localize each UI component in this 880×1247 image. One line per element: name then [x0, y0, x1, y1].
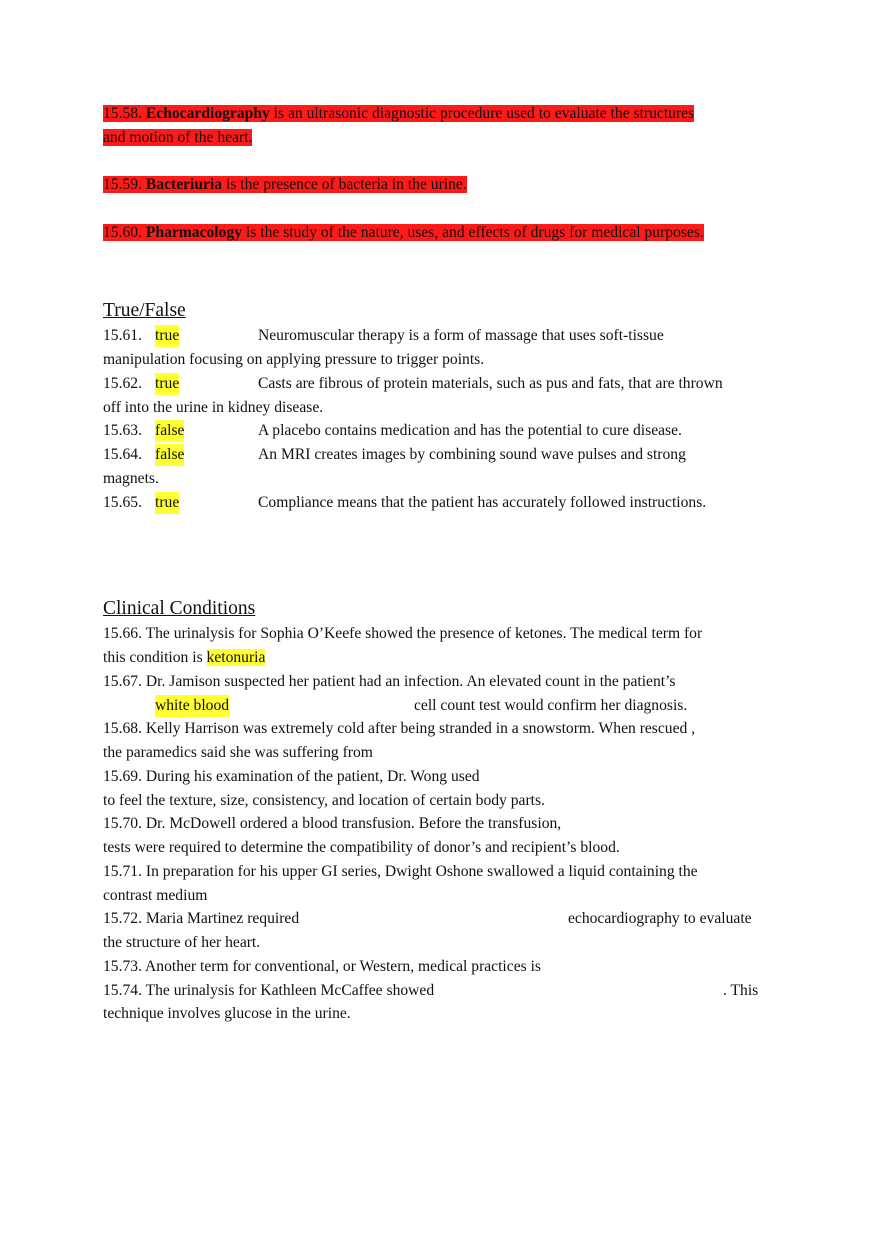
- question-15-66-line2: [103, 647, 265, 669]
- question-15-69-line1: 15.69. During his examination of the patient, Dr. Wong used: [103, 768, 480, 785]
- tf-item-15-64: [103, 444, 686, 466]
- question-15-67-line1: 15.67. Dr. Jamison suspected her patient had an infection. An elevated count in the patient’s: [103, 673, 676, 690]
- item-number: 15.58.: [103, 105, 142, 122]
- tf-statement: Neuromuscular therapy is a form of massage that uses soft-tissue: [258, 327, 664, 344]
- tf-statement: Compliance means that the patient has accurately followed instructions.: [258, 494, 707, 511]
- definition-15-60: [103, 222, 704, 244]
- definition-text: and motion of the heart.: [103, 129, 253, 146]
- definition-15-59: [103, 174, 467, 196]
- question-15-72-line1: [103, 908, 752, 930]
- tf-item-15-65: [103, 492, 707, 514]
- tf-item-15-63: [103, 420, 682, 442]
- question-15-70-line1: 15.70. Dr. McDowell ordered a blood transfusion. Before the transfusion,: [103, 815, 562, 832]
- question-15-73-line1: 15.73. Another term for conventional, or Western, medical practices is: [103, 958, 541, 975]
- item-number: 15.60.: [103, 224, 142, 241]
- tf-statement: An MRI creates images by combining sound wave pulses and strong: [258, 446, 686, 463]
- tf-answer: true: [155, 373, 179, 395]
- definition-text: is the presence of bacteria in the urine.: [222, 176, 467, 193]
- item-number: 15.64.: [103, 446, 142, 463]
- tf-answer: true: [155, 325, 179, 347]
- question-15-71-line1: 15.71. In preparation for his upper GI series, Dwight Oshone swallowed a liquid containing the: [103, 863, 698, 880]
- question-15-72-line2: the structure of her heart.: [103, 934, 261, 951]
- item-number: 15.61.: [103, 327, 142, 344]
- term: Bacteriuria: [145, 176, 223, 193]
- answer-highlight: ketonuria: [206, 649, 266, 666]
- tf-item-15-62: [103, 373, 723, 395]
- section-heading-clinical-conditions: Clinical Conditions: [103, 598, 256, 619]
- tf-item-15-61: [103, 325, 664, 347]
- definition-text: is the study of the nature, uses, and effects of drugs for medical purposes.: [242, 224, 704, 241]
- question-text: this condition is: [103, 649, 207, 666]
- question-text: 15.72. Maria Martinez required: [103, 910, 300, 927]
- tf-item-15-61-cont: manipulation focusing on applying pressure to trigger points.: [103, 351, 485, 368]
- tf-item-15-64-cont: magnets.: [103, 470, 159, 487]
- tf-answer: false: [155, 420, 184, 442]
- question-15-74-line2: technique involves glucose in the urine.: [103, 1005, 351, 1022]
- question-15-68-line2: the paramedics said she was suffering from: [103, 744, 373, 761]
- answer-highlight: white blood: [155, 695, 229, 717]
- question-15-66-line1: 15.66. The urinalysis for Sophia O’Keefe showed the presence of ketones. The medical term for: [103, 625, 703, 642]
- term: Pharmacology: [145, 224, 243, 241]
- question-15-71-line2: contrast medium: [103, 887, 208, 904]
- definition-15-58-line1: [103, 103, 694, 125]
- definition-15-58-line2: [103, 127, 252, 149]
- tf-statement: Casts are fibrous of protein materials, such as pus and fats, that are thrown: [258, 375, 723, 392]
- term: Echocardiography: [145, 105, 270, 122]
- question-15-70-line2: tests were required to determine the compatibility of donor’s and recipient’s blood.: [103, 839, 620, 856]
- question-text: . This: [723, 982, 759, 999]
- tf-answer: false: [155, 444, 184, 466]
- item-number: 15.62.: [103, 375, 142, 392]
- item-number: 15.65.: [103, 494, 142, 511]
- question-text: 15.74. The urinalysis for Kathleen McCaffee showed: [103, 982, 435, 999]
- definition-text: is an ultrasonic diagnostic procedure used to evaluate the structures: [269, 105, 695, 122]
- item-number: 15.63.: [103, 422, 142, 439]
- question-15-68-line1: 15.68. Kelly Harrison was extremely cold after being stranded in a snowstorm. When rescued ,: [103, 720, 696, 737]
- tf-statement: A placebo contains medication and has the potential to cure disease.: [258, 422, 682, 439]
- tf-item-15-62-cont: off into the urine in kidney disease.: [103, 399, 324, 416]
- item-number: 15.59.: [103, 176, 142, 193]
- question-15-74-line1: [103, 980, 759, 1002]
- question-text: cell count test would confirm her diagnosis.: [414, 697, 688, 714]
- question-text: echocardiography to evaluate: [568, 910, 752, 927]
- question-15-69-line2: to feel the texture, size, consistency, and location of certain body parts.: [103, 792, 545, 809]
- section-heading-true-false: True/False: [103, 300, 186, 321]
- tf-answer: true: [155, 492, 179, 514]
